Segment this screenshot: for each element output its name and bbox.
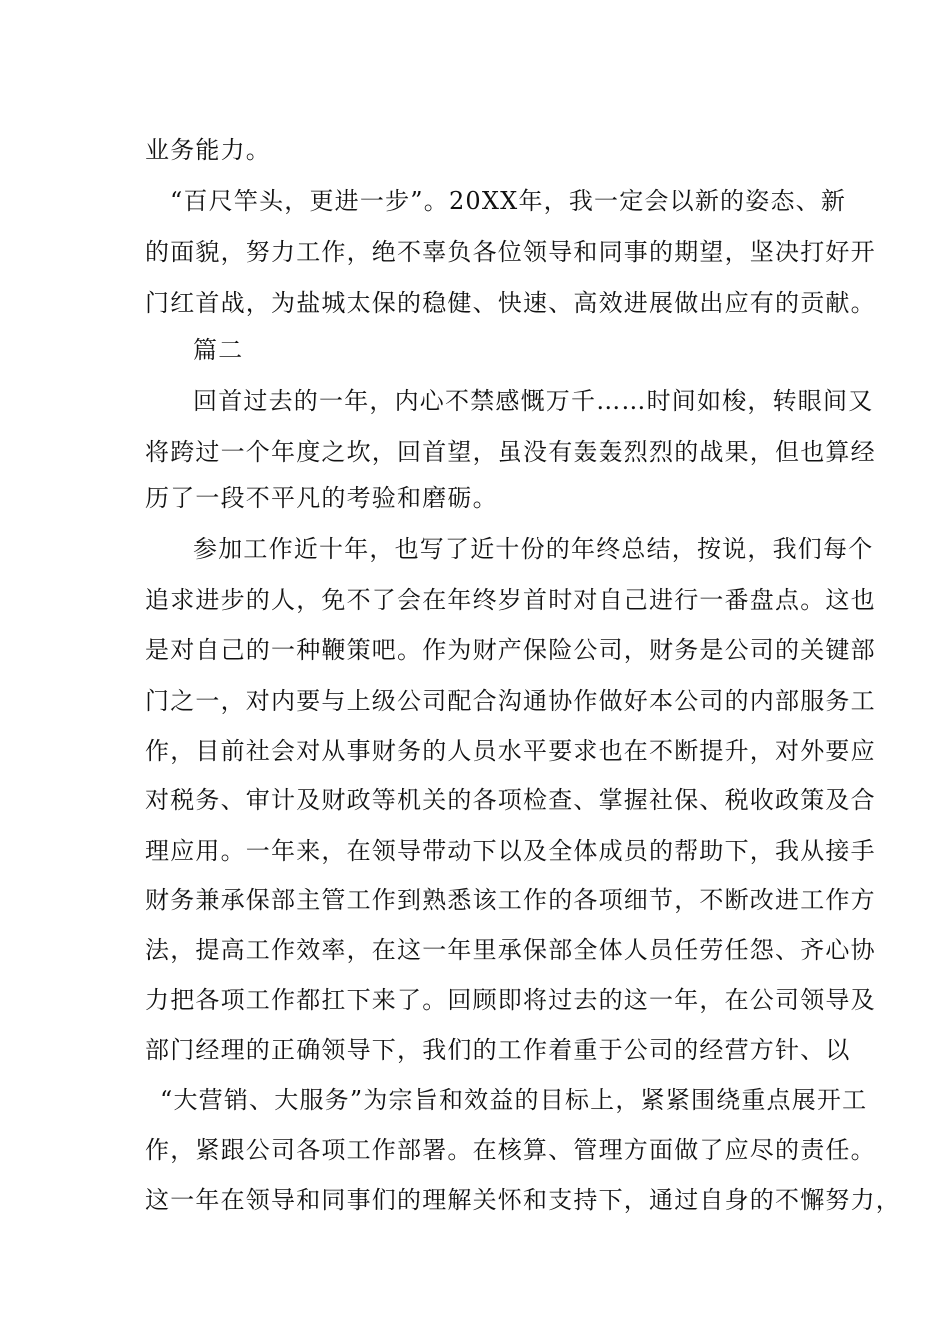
text-line: 门之一，对内要与上级公司配合沟通协作做好本公司的内部服务工 [145, 687, 876, 715]
text-line: 作，目前社会对从事财务的人员水平要求也在不断提升，对外要应 [145, 737, 876, 765]
text-line: 将跨过一个年度之坎，回首望，虽没有轰轰烈烈的战果，但也算经 [145, 438, 876, 466]
text-line: 业务能力。 [145, 136, 271, 164]
text-line: 追求进步的人，免不了会在年终岁首时对自己进行一番盘点。这也 [145, 586, 876, 614]
text-line: 的面貌，努力工作，绝不辜负各位领导和同事的期望，坚决打好开 [145, 238, 876, 266]
text-line: 历了一段不平凡的考验和磨砺。 [145, 484, 498, 512]
text-line: 财务兼承保部主管工作到熟悉该工作的各项细节，不断改进工作方 [145, 886, 876, 914]
text-line: 力把各项工作都扛下来了。回顾即将过去的这一年，在公司领导及 [145, 986, 876, 1014]
text-line: “百尺竿头，更进一步”。20XX年，我一定会以新的姿态、新 [170, 187, 847, 215]
text-line: 参加工作近十年，也写了近十份的年终总结，按说，我们每个 [193, 535, 874, 563]
section-heading: 篇二 [193, 336, 244, 364]
text-line: 理应用。一年来，在领导带动下以及全体成员的帮助下，我从接手 [145, 837, 876, 865]
text-line: 这一年在领导和同事们的理解关怀和支持下，通过自身的不懈努力， [145, 1186, 901, 1214]
text-line: 是对自己的一种鞭策吧。作为财产保险公司，财务是公司的关键部 [145, 636, 876, 664]
text-line: 部门经理的正确领导下，我们的工作着重于公司的经营方针、以 [145, 1036, 851, 1064]
text-line: 门红首战，为盐城太保的稳健、快速、高效进展做出应有的贡献。 [145, 289, 876, 317]
text-line: 回首过去的一年，内心不禁感慨万千……时间如梭，转眼间又 [193, 387, 874, 415]
text-line: “大营销、大服务”为宗旨和效益的目标上，紧紧围绕重点展开工 [160, 1086, 868, 1114]
text-line: 法，提高工作效率，在这一年里承保部全体人员任劳任怨、齐心协 [145, 936, 876, 964]
text-line: 对税务、审计及财政等机关的各项检查、掌握社保、税收政策及合 [145, 786, 876, 814]
text-line: 作，紧跟公司各项工作部署。在核算、管理方面做了应尽的责任。 [145, 1136, 876, 1164]
